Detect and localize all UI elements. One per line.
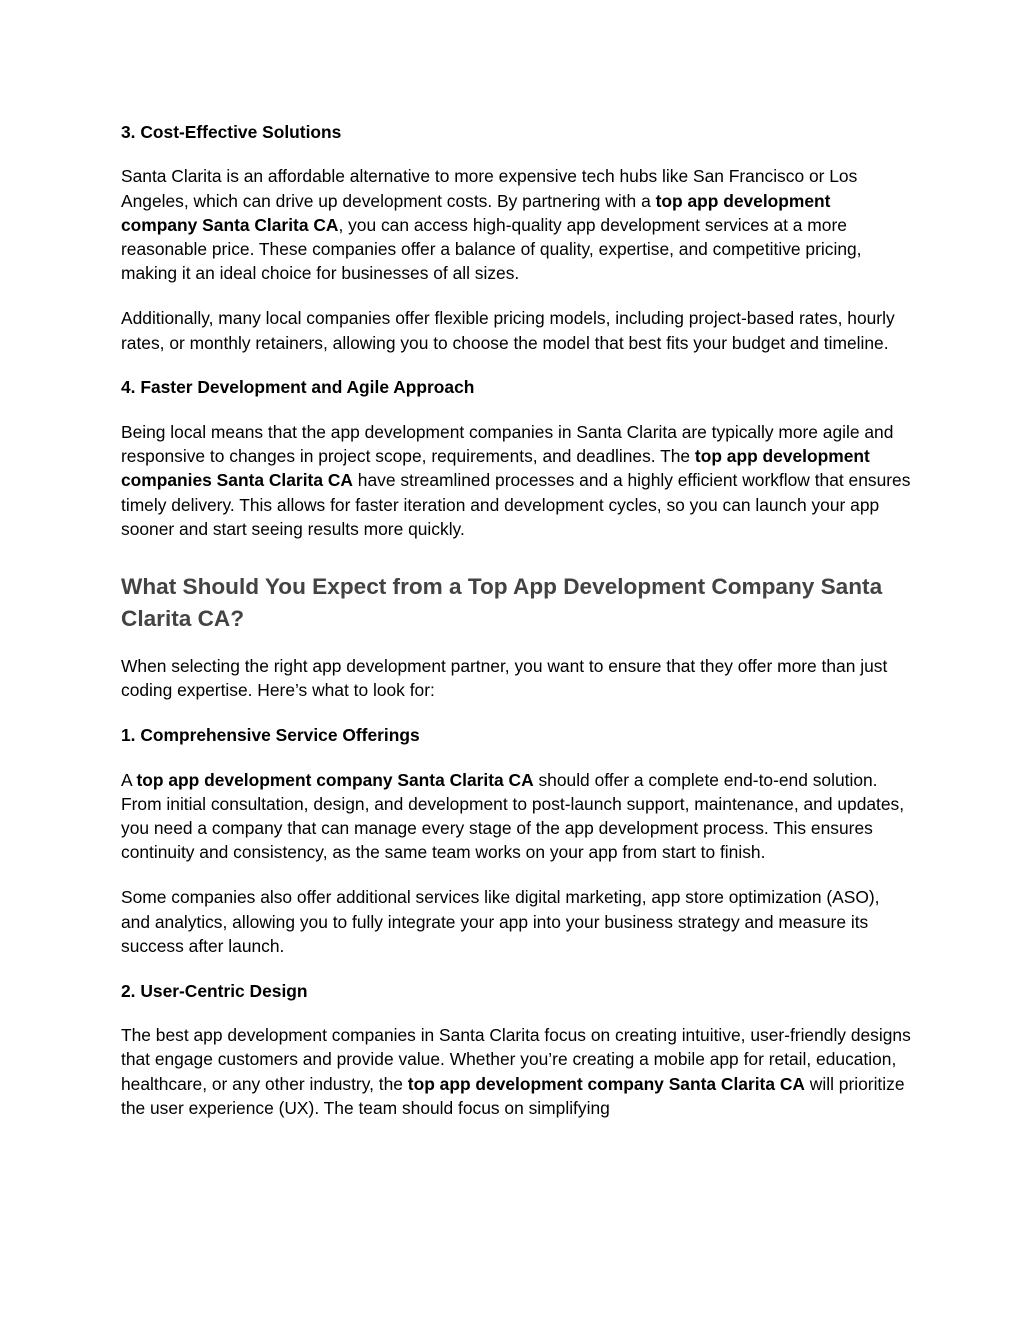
text-run: Additionally, many local companies offer flexible pricing models, including project-based rates, hourly rates, or monthly retainers, allowing you to choose the model that best fits your budget and timeline.: [121, 308, 895, 353]
bold-keyword: top app development company Santa Clarita CA: [407, 1073, 805, 1094]
text-run: The best app development companies in Santa Clarita focus on creating intuitive, user-friendly designs that engage customers and provide value. Whether you’re creating a mobile app for retail, education, healthcare, or any other industry, the: [121, 1024, 911, 1094]
paragraph-comprehensive-services-1: [121, 768, 911, 865]
text-run: Santa Clarita is an affordable alternative to more expensive tech hubs like San Francisco or Los Angeles, which can drive up development costs. By partnering with a: [121, 166, 858, 211]
subheading-faster-development: 4. Faster Development and Agile Approach: [121, 377, 475, 398]
text-run: should offer a complete end-to-end solution. From initial consultation, design, and development to post-launch support, maintenance, and updates, you need a company that can manage every stage of the app development process. This ensures continuity and consistency, as the same team works on your app from start to finish.: [121, 769, 905, 863]
paragraph-comprehensive-services-2: [121, 885, 911, 958]
paragraph-faster-development: [121, 420, 911, 541]
subheading-cost-effective: 3. Cost-Effective Solutions: [121, 122, 342, 142]
text-run: will prioritize the user experience (UX). The team should focus on simplifying: [121, 1073, 905, 1118]
text-run: , you can access high-quality app development services at a more reasonable price. These companies offer a balance of quality, expertise, and competitive pricing, making it an ideal choice for businesses of all sizes.: [121, 214, 862, 284]
bold-keyword: top app development companies Santa Clarita CA: [121, 445, 870, 491]
intro-paragraph: When selecting the right app development partner, you want to ensure that they offer more than just coding expertise. Here’s what to look for:: [121, 656, 888, 701]
document-body: [121, 120, 911, 1141]
text-run: Some companies also offer additional services like digital marketing, app store optimization (ASO), and analytics, allowing you to fully integrate your app into your business strategy and measure its success after launch.: [121, 887, 880, 956]
subheading-user-centric-design: 2. User-Centric Design: [121, 980, 308, 1001]
text-run: have streamlined processes and a highly efficient workflow that ensures timely delivery. This allows for faster iteration and development cycles, so you can launch your app sooner and start seeing results more quickly.: [121, 470, 911, 539]
paragraph-cost-effective-2: [121, 306, 911, 355]
subheading-comprehensive-services: 1. Comprehensive Service Offerings: [121, 725, 420, 746]
text-run: Being local means that the app development companies in Santa Clarita are typically more agile and responsive to changes in project scope, requirements, and deadlines. The: [121, 421, 894, 466]
bold-keyword: top app development company Santa Clarita CA: [136, 769, 534, 790]
paragraph-cost-effective-1: [121, 164, 911, 285]
text-run: A: [121, 769, 137, 790]
section-heading: What Should You Expect from a Top App Development Company Santa Clarita CA?: [121, 574, 883, 631]
paragraph-user-centric-design: [121, 1023, 911, 1120]
bold-keyword: top app development company Santa Clarita CA: [121, 190, 831, 235]
